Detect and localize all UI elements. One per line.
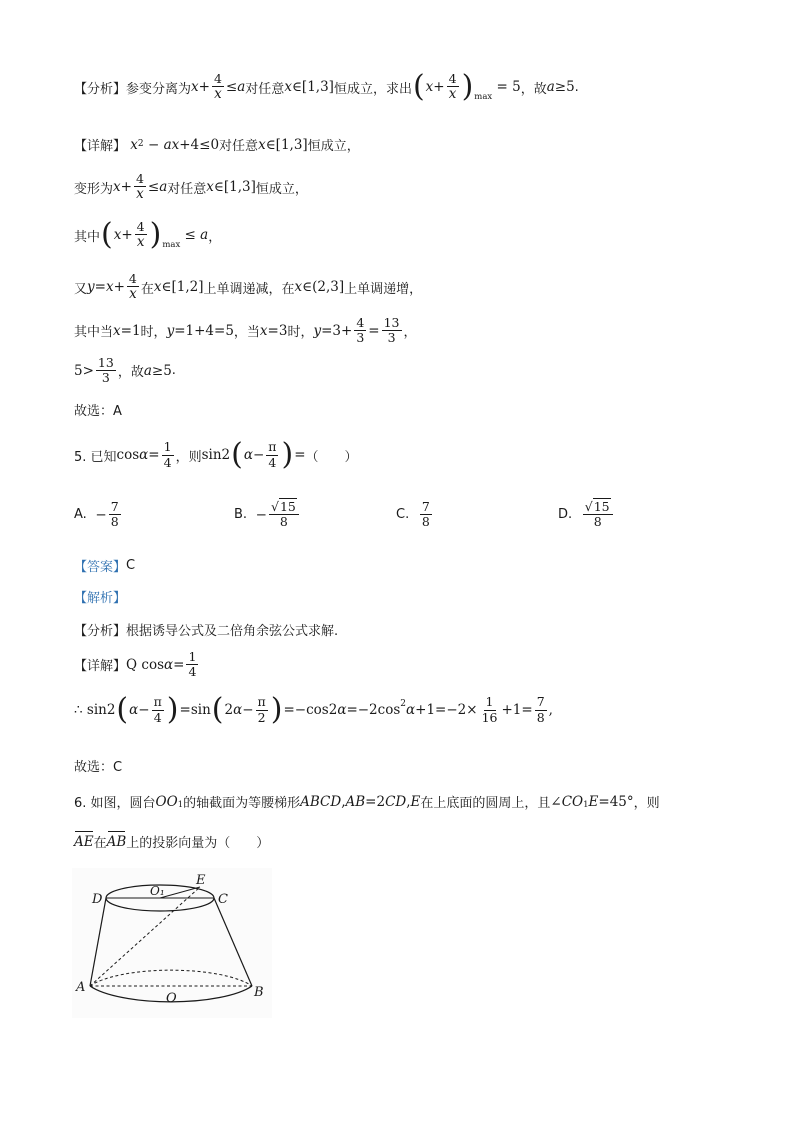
text: 其中 bbox=[74, 229, 101, 245]
math: 2 bbox=[224, 702, 234, 718]
math: + bbox=[121, 227, 133, 244]
subscript-max: max bbox=[474, 91, 493, 102]
math: + bbox=[120, 179, 132, 196]
text: 其中当 bbox=[74, 325, 114, 341]
analysis-tag: 【分析】 bbox=[74, 81, 127, 97]
fraction: $\frac{13}{3}$ bbox=[383, 315, 400, 346]
paren: ) bbox=[166, 692, 179, 727]
math: , bbox=[406, 793, 411, 810]
solution-head bbox=[74, 587, 126, 606]
option-label: A. bbox=[74, 507, 87, 523]
math: − bbox=[242, 702, 254, 718]
detail-line-3 bbox=[74, 217, 222, 253]
math: sin2 bbox=[82, 702, 116, 718]
text: 的轴截面为等腰梯形 bbox=[183, 796, 301, 811]
math: x bbox=[113, 179, 121, 196]
fraction: $\frac{4}{x}$ bbox=[135, 171, 144, 203]
math: α bbox=[139, 447, 149, 463]
math bbox=[572, 507, 581, 523]
math: − bbox=[138, 702, 150, 718]
math: x bbox=[113, 322, 121, 339]
paren: ( bbox=[101, 217, 113, 253]
math: ∈[1,3] bbox=[291, 79, 334, 96]
text: ， bbox=[208, 229, 222, 245]
math: =3 bbox=[267, 322, 288, 339]
math: x bbox=[153, 279, 162, 296]
text: 故选：C bbox=[74, 760, 123, 775]
answer-value: C bbox=[126, 558, 136, 573]
text: 根据诱导公式及二倍角余弦公式求解. bbox=[126, 624, 339, 639]
math: =−cos2 bbox=[283, 702, 338, 718]
fraction: $\frac{1}{4}$ bbox=[188, 649, 197, 680]
text: 恒成立， bbox=[307, 139, 360, 154]
math: ABCD bbox=[300, 793, 342, 810]
detail-line-4 bbox=[74, 272, 422, 303]
detail-tag: 【详解】 bbox=[74, 659, 127, 675]
math: x bbox=[425, 79, 434, 96]
text: 参变分离为 bbox=[126, 81, 192, 97]
math: x bbox=[105, 279, 114, 296]
math: + bbox=[433, 79, 445, 96]
text: 时， bbox=[287, 325, 314, 341]
text: 对任意 bbox=[167, 181, 207, 197]
math: − bbox=[86, 506, 107, 523]
vector-ae: AE bbox=[74, 833, 94, 850]
math: ∈[1,2] bbox=[161, 279, 204, 296]
math: α bbox=[406, 702, 416, 718]
answer-tag: 【答案】 bbox=[74, 560, 127, 575]
math: = bbox=[294, 447, 306, 463]
text: ， bbox=[403, 325, 417, 341]
math: +1=−2× bbox=[415, 702, 478, 718]
math: , bbox=[341, 793, 346, 810]
math: a bbox=[200, 227, 209, 244]
text: 对任意 bbox=[219, 139, 259, 154]
text: 对任意 bbox=[245, 81, 285, 97]
math: CO bbox=[561, 793, 584, 810]
math: ≥5 bbox=[151, 362, 172, 379]
text: 恒成立， bbox=[255, 181, 308, 197]
paren: ) bbox=[270, 692, 283, 727]
paren: ( bbox=[211, 692, 224, 727]
question-6 bbox=[74, 792, 660, 811]
math: x bbox=[259, 322, 268, 339]
text: ，则 bbox=[175, 449, 202, 465]
text: . bbox=[574, 79, 579, 95]
text: 时， bbox=[140, 325, 167, 341]
math: sin2 bbox=[201, 447, 231, 463]
math: a bbox=[159, 179, 168, 196]
text: 上单调递增， bbox=[344, 281, 423, 297]
math: ≤ bbox=[180, 227, 201, 244]
math: =45° bbox=[598, 793, 634, 810]
math: CD bbox=[385, 793, 407, 810]
question-6-line-2 bbox=[74, 832, 269, 851]
text: 在 bbox=[93, 836, 107, 851]
analysis-line-q4 bbox=[74, 69, 579, 105]
fraction: $\frac{13}{3}$ bbox=[97, 355, 114, 386]
math: α bbox=[337, 702, 347, 718]
math: AB bbox=[345, 793, 366, 810]
math: +1= bbox=[501, 702, 533, 718]
paren: ) bbox=[149, 217, 162, 253]
label-a: A bbox=[76, 980, 86, 995]
fraction: $\frac{4}{x}$ bbox=[213, 71, 222, 103]
math: ∈[1,3] bbox=[265, 136, 308, 153]
math bbox=[409, 507, 418, 523]
math: 1 bbox=[583, 800, 589, 810]
math: x bbox=[294, 279, 303, 296]
detail-q5-line-1 bbox=[74, 650, 200, 680]
math: =sin bbox=[179, 702, 211, 718]
text: ，故 bbox=[117, 365, 144, 381]
question-5 bbox=[74, 437, 358, 472]
text: ，故 bbox=[520, 81, 547, 97]
math: x bbox=[206, 179, 214, 196]
option-b bbox=[234, 500, 301, 530]
math: α bbox=[243, 447, 253, 463]
math: ≤ bbox=[147, 179, 160, 196]
fraction: $\frac{4}{3}$ bbox=[356, 315, 365, 346]
math: 1 bbox=[177, 800, 184, 810]
text: 恒成立，求出 bbox=[333, 81, 412, 97]
math: , bbox=[548, 702, 553, 718]
fraction: $\frac{\pi}{2}$ bbox=[257, 694, 266, 725]
math: x bbox=[113, 227, 122, 244]
answer-line bbox=[74, 556, 135, 575]
math: α bbox=[129, 702, 139, 718]
math: E bbox=[410, 793, 421, 810]
text: 上的投影向量为（ ） bbox=[126, 836, 270, 851]
label-e: E bbox=[196, 873, 206, 888]
text: 上单调递减，在 bbox=[203, 281, 295, 297]
fraction: $\frac{√15}{8}$ bbox=[269, 500, 299, 530]
math: =−2cos bbox=[346, 702, 401, 718]
detail-q5-line-2 bbox=[74, 692, 553, 727]
math: OO bbox=[155, 793, 178, 810]
fraction: $\frac{4}{x}$ bbox=[448, 71, 457, 103]
math: ≥5 bbox=[554, 79, 575, 96]
math: x bbox=[191, 79, 199, 96]
solution-tag: 【解析】 bbox=[74, 591, 127, 606]
option-label: C. bbox=[396, 507, 410, 523]
math: cos bbox=[137, 656, 165, 673]
vector-ab: AB bbox=[106, 833, 127, 850]
text: . bbox=[171, 363, 176, 379]
detail-line-2 bbox=[74, 172, 308, 203]
math: =1+4=5 bbox=[174, 322, 234, 339]
detail-line-5 bbox=[74, 316, 417, 346]
subscript-max: max bbox=[162, 239, 181, 250]
option-a bbox=[74, 500, 123, 530]
text: 变形为 bbox=[74, 181, 114, 197]
math: ∈[1,3] bbox=[213, 179, 256, 196]
label-o1: O₁ bbox=[150, 884, 165, 898]
math: 2 bbox=[400, 699, 407, 709]
frustum-figure bbox=[72, 868, 272, 1018]
label-b: B bbox=[254, 985, 264, 1000]
paren: ) bbox=[281, 437, 294, 472]
option-label: B. bbox=[234, 507, 248, 523]
math: = bbox=[148, 447, 160, 463]
choose-line-q5 bbox=[74, 756, 122, 775]
math: x bbox=[258, 136, 266, 153]
math: a bbox=[237, 79, 246, 96]
text: 故选：A bbox=[74, 404, 122, 419]
math: 2 bbox=[137, 139, 144, 149]
math: + bbox=[113, 279, 125, 296]
math: y bbox=[166, 322, 175, 339]
paren: ) bbox=[461, 69, 474, 105]
question-number: 5. 已知 bbox=[74, 449, 117, 465]
fraction: $\frac{7}{8}$ bbox=[536, 694, 545, 725]
math: ∴ bbox=[74, 702, 83, 718]
math: a bbox=[546, 79, 555, 96]
math: x bbox=[126, 136, 138, 153]
detail-tag: 【详解】 bbox=[74, 139, 127, 154]
fraction: $\frac{7}{8}$ bbox=[421, 499, 430, 530]
paren: ( bbox=[412, 69, 425, 105]
text: ，则 bbox=[633, 796, 660, 811]
math: =1 bbox=[120, 322, 141, 339]
math: α bbox=[164, 656, 174, 673]
math: ≤ bbox=[225, 79, 238, 96]
choose-line-q4 bbox=[74, 400, 122, 419]
math: a bbox=[143, 362, 152, 379]
analysis-tag: 【分析】 bbox=[74, 624, 127, 639]
detail-line-1 bbox=[74, 135, 360, 154]
math: = bbox=[368, 322, 380, 339]
detail-line-6 bbox=[74, 356, 176, 386]
math: =3+ bbox=[321, 322, 353, 339]
fraction: $\frac{1}{4}$ bbox=[163, 439, 172, 470]
math: Q bbox=[126, 656, 138, 673]
math: − bbox=[252, 447, 265, 463]
question-number: 6. 如图，圆台 bbox=[74, 796, 156, 811]
fraction: $\frac{4}{x}$ bbox=[136, 219, 145, 251]
math: ∈(2,3] bbox=[302, 279, 345, 296]
fraction: $\frac{7}{8}$ bbox=[110, 499, 119, 530]
math: =2 bbox=[365, 793, 386, 810]
label-o: O bbox=[166, 991, 177, 1006]
math: y bbox=[87, 279, 95, 296]
math: y bbox=[313, 322, 322, 339]
text: （ ） bbox=[305, 449, 358, 465]
label-d: D bbox=[92, 892, 103, 907]
fraction: $\frac{\pi}{4}$ bbox=[153, 694, 162, 725]
math: E bbox=[588, 793, 599, 810]
text: 在 bbox=[140, 281, 154, 297]
analysis-line-q5 bbox=[74, 620, 338, 639]
paren: ( bbox=[231, 437, 243, 472]
fraction: $\frac{√15}{8}$ bbox=[583, 500, 613, 530]
option-label: D. bbox=[558, 507, 573, 523]
math: − bbox=[143, 136, 164, 153]
fraction: $\frac{1}{16}$ bbox=[481, 694, 498, 725]
math: α bbox=[233, 702, 243, 718]
math: ∠ bbox=[550, 793, 562, 810]
option-c bbox=[396, 500, 434, 530]
math: + bbox=[198, 79, 210, 96]
math: ax bbox=[163, 136, 180, 153]
math: x bbox=[284, 79, 292, 96]
math: +4≤0 bbox=[179, 136, 220, 153]
label-c: C bbox=[218, 892, 228, 907]
math: 5> bbox=[74, 362, 94, 379]
math: = 5 bbox=[492, 79, 521, 96]
fraction: $\frac{\pi}{4}$ bbox=[268, 439, 277, 470]
option-d bbox=[558, 500, 615, 530]
text: 又 bbox=[74, 281, 88, 297]
math: cos bbox=[116, 447, 140, 463]
math: = bbox=[94, 279, 106, 296]
paren: ( bbox=[116, 692, 129, 727]
math: − bbox=[247, 506, 267, 523]
text: 在上底面的圆周上，且 bbox=[420, 796, 551, 811]
text: ，当 bbox=[233, 325, 260, 341]
fraction: $\frac{4}{x}$ bbox=[128, 271, 137, 303]
math: = bbox=[173, 656, 185, 673]
